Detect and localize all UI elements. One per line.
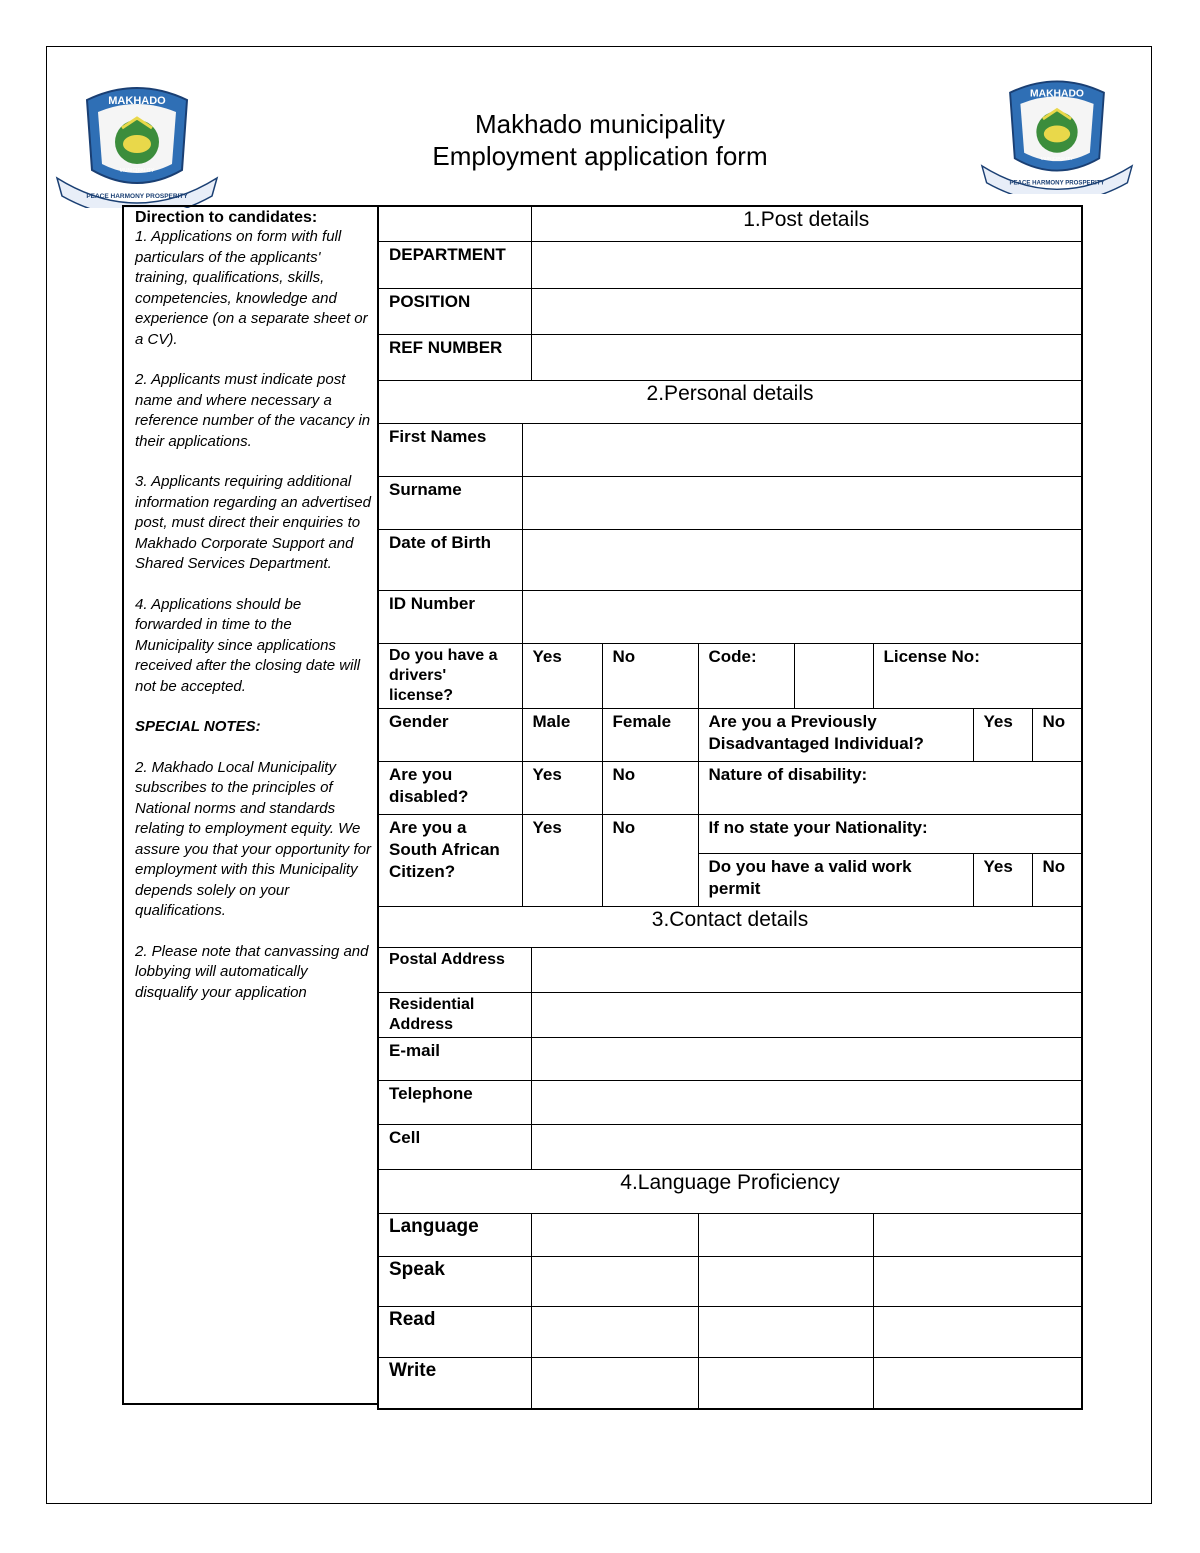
svg-text:PEACE HARMONY PROSPERITY: PEACE HARMONY PROSPERITY xyxy=(1009,179,1105,187)
write-label: Write xyxy=(378,1357,531,1409)
write-cell-2[interactable] xyxy=(698,1357,873,1409)
speak-cell-3[interactable] xyxy=(873,1256,1082,1306)
citizen-question: Are you a South African Citizen? xyxy=(378,814,522,906)
municipality-logo-left xyxy=(52,78,222,208)
residential-address-label: Residential Address xyxy=(378,992,531,1037)
telephone-label: Telephone xyxy=(378,1080,531,1124)
license-code-field[interactable] xyxy=(794,643,873,708)
gender-label: Gender xyxy=(378,708,522,761)
municipality-logo-right xyxy=(976,72,1138,194)
postal-address-label: Postal Address xyxy=(378,947,531,992)
special-notes-heading: SPECIAL NOTES: xyxy=(135,718,261,735)
language-cell-2[interactable] xyxy=(698,1213,873,1256)
ref-number-label: REF NUMBER xyxy=(378,334,531,380)
position-field[interactable] xyxy=(531,288,1082,334)
surname-field[interactable] xyxy=(522,476,1082,529)
first-names-label: First Names xyxy=(378,423,522,476)
department-label: DEPARTMENT xyxy=(378,241,531,288)
svg-text:MAKHADO: MAKHADO xyxy=(1030,88,1084,100)
language-cell-1[interactable] xyxy=(531,1213,698,1256)
svg-text:PEACE HARMONY PROSPERITY: PEACE HARMONY PROSPERITY xyxy=(86,193,188,200)
license-number-label[interactable]: License No: xyxy=(873,643,1082,708)
section-contact-details: 3.Contact details xyxy=(378,906,1082,947)
language-label: Language xyxy=(378,1213,531,1256)
special-note-2: 2. Please note that canvassing and lobbying will automatically disqualify your application xyxy=(135,942,369,1001)
speak-cell-1[interactable] xyxy=(531,1256,698,1306)
direction-item-2: 2. Applicants must indicate post name and where necessary a reference number of the vacancy in their applications. xyxy=(135,371,371,450)
cell-label: Cell xyxy=(378,1124,531,1169)
disability-nature-field[interactable]: Nature of disability: xyxy=(698,761,1082,814)
cell-field[interactable] xyxy=(531,1124,1082,1169)
work-permit-yes-option[interactable]: Yes xyxy=(973,853,1032,906)
dob-label: Date of Birth xyxy=(378,529,522,590)
svg-text:MUNICIPALITY: MUNICIPALITY xyxy=(1040,156,1074,162)
postal-address-field[interactable] xyxy=(531,947,1082,992)
svg-text:MUNICIPALITY: MUNICIPALITY xyxy=(119,168,155,174)
email-field[interactable] xyxy=(531,1037,1082,1080)
surname-label: Surname xyxy=(378,476,522,529)
direction-item-1: 1. Applications on form with full particulars of the applicants' training, qualifications, skills, competencies, knowledge and experience (on a separate sheet or a CV). xyxy=(135,228,368,348)
read-cell-1[interactable] xyxy=(531,1306,698,1357)
pdi-question: Are you a Previously Disadvantaged Individual? xyxy=(698,708,973,761)
gender-male-option[interactable]: Male xyxy=(522,708,602,761)
write-cell-3[interactable] xyxy=(873,1357,1082,1409)
work-permit-no-option[interactable]: No xyxy=(1032,853,1082,906)
email-label: E-mail xyxy=(378,1037,531,1080)
license-question: Do you have a drivers' license? xyxy=(378,643,522,708)
citizen-no-option[interactable]: No xyxy=(602,814,698,906)
form-title xyxy=(300,108,900,172)
position-label: POSITION xyxy=(378,288,531,334)
work-permit-question: Do you have a valid work permit xyxy=(698,853,973,906)
telephone-field[interactable] xyxy=(531,1080,1082,1124)
department-field[interactable] xyxy=(531,241,1082,288)
disabled-no-option[interactable]: No xyxy=(602,761,698,814)
first-names-field[interactable] xyxy=(522,423,1082,476)
section-personal-details: 2.Personal details xyxy=(378,380,1082,423)
direction-item-4: 4. Applications should be forwarded in time to the Municipality since applications received after the closing date will not be accepted. xyxy=(135,595,361,695)
special-note-1: 2. Makhado Local Municipality subscribes to the principles of National norms and standards relating to employment equity. We assure you that your opportunity for employment with this Municipality depends solely on your qualifications. xyxy=(135,758,371,919)
title-form-name: Employment application form xyxy=(432,141,768,171)
disabled-question: Are you disabled? xyxy=(378,761,522,814)
residential-address-field[interactable] xyxy=(531,992,1082,1037)
post-header-blank xyxy=(378,206,531,241)
title-municipality: Makhado municipality xyxy=(474,109,725,139)
read-cell-3[interactable] xyxy=(873,1306,1082,1357)
section-post-details: 1.Post details xyxy=(531,206,1082,241)
speak-cell-2[interactable] xyxy=(698,1256,873,1306)
id-number-label: ID Number xyxy=(378,590,522,643)
license-no-option[interactable]: No xyxy=(602,643,698,708)
nationality-field[interactable]: If no state your Nationality: xyxy=(698,814,1082,853)
directions-panel xyxy=(122,205,377,1405)
direction-item-3: 3. Applicants requiring additional information regarding an advertised post, must direct their enquiries to Makhado Corporate Support and Shared Services Department. xyxy=(135,473,371,572)
ref-number-field[interactable] xyxy=(531,334,1082,380)
id-number-field[interactable] xyxy=(522,590,1082,643)
disabled-yes-option[interactable]: Yes xyxy=(522,761,602,814)
dob-field[interactable] xyxy=(522,529,1082,590)
write-cell-1[interactable] xyxy=(531,1357,698,1409)
license-code-label: Code: xyxy=(698,643,794,708)
directions-heading: Direction to candidates: xyxy=(135,209,318,226)
svg-text:MAKHADO: MAKHADO xyxy=(108,95,166,107)
gender-female-option[interactable]: Female xyxy=(602,708,698,761)
application-form-table xyxy=(377,205,1083,1410)
citizen-yes-option[interactable]: Yes xyxy=(522,814,602,906)
speak-label: Speak xyxy=(378,1256,531,1306)
read-cell-2[interactable] xyxy=(698,1306,873,1357)
section-language-proficiency: 4.Language Proficiency xyxy=(378,1169,1082,1213)
language-cell-3[interactable] xyxy=(873,1213,1082,1256)
license-yes-option[interactable]: Yes xyxy=(522,643,602,708)
read-label: Read xyxy=(378,1306,531,1357)
pdi-no-option[interactable]: No xyxy=(1032,708,1082,761)
pdi-yes-option[interactable]: Yes xyxy=(973,708,1032,761)
